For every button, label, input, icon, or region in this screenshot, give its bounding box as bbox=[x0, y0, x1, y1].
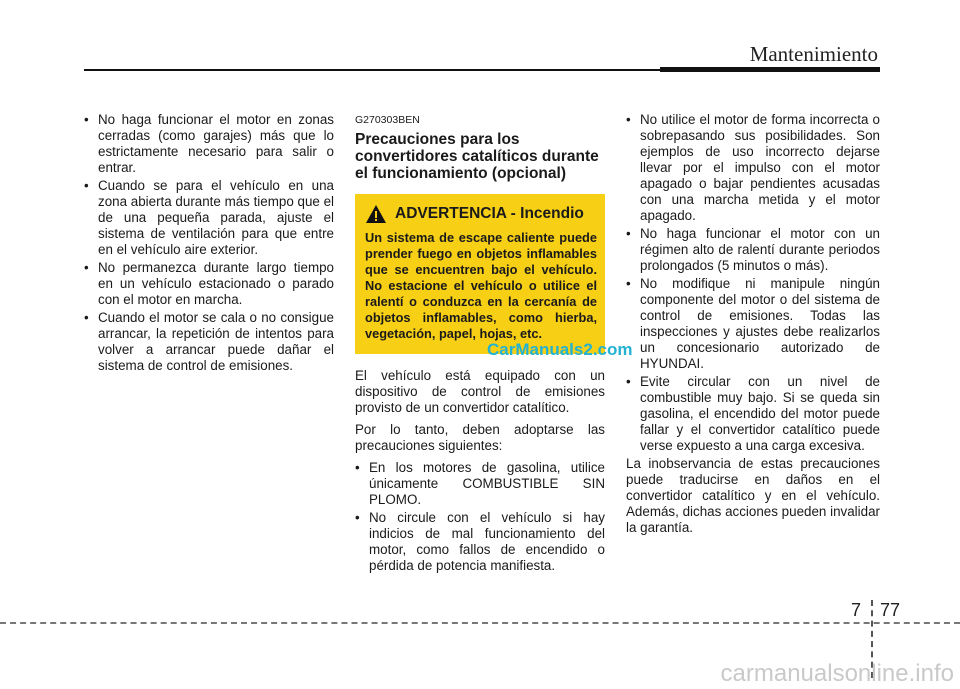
warning-header bbox=[365, 204, 597, 224]
page-header-title: Mantenimiento bbox=[749, 42, 878, 66]
warning-box bbox=[355, 194, 605, 354]
page-number: 77 bbox=[880, 600, 901, 620]
footer-rule bbox=[0, 622, 960, 624]
list-item: • No modifique ni manipule ningún componente del motor o del sistema de control de emisiones. Todas las inspecciones y ajustes debe realizarlos un concesionario autorizado de HYUNDAI. bbox=[626, 276, 880, 372]
footer-watermark: carmanualsonline.info bbox=[720, 660, 954, 687]
section-code: G270303BEN bbox=[355, 114, 420, 126]
warning-body: Un sistema de escape caliente puede prender fuego en objetos inflamables que se encuentren bajo el vehículo. No estacione el vehículo o utilice el ralentí o conduzca en la cercanía de objetos inflamables, como hierba, vegetación, papel, hojas, etc. bbox=[365, 230, 597, 341]
list-item: • No haga funcionar el motor en zonas cerradas (como garajes) más que lo estrictamente necesario para salir o entrar. bbox=[84, 112, 334, 176]
warning-triangle-icon bbox=[365, 204, 387, 224]
list-item: • Cuando se para el vehículo en una zona abierta durante más tiempo que el de una pequeña parada, ajuste el sistema de ventilación para que entre en el vehículo aire exterior. bbox=[84, 178, 334, 258]
list-item: • Cuando el motor se cala o no consigue arrancar, la repetición de intentos para volver a arrancar puede dañar el sistema de control de emisiones. bbox=[84, 310, 334, 374]
bullet-list bbox=[626, 112, 880, 454]
column-3 bbox=[626, 112, 880, 542]
header-rule-accent bbox=[660, 67, 880, 72]
paragraph: La inobservancia de estas precauciones puede traducirse en daños en el convertidor catalítico y en el vehículo. Además, dichas acciones pueden invalidar la garantía. bbox=[626, 456, 880, 535]
list-item: • No haga funcionar el motor con un régimen alto de ralentí durante periodos prolongados (5 minutos o más). bbox=[626, 226, 880, 274]
list-item: • En los motores de gasolina, utilice únicamente COMBUSTIBLE SIN PLOMO. bbox=[355, 460, 605, 508]
list-item: • Evite circular con un nivel de combustible muy bajo. Si se queda sin gasolina, el encendido del motor puede fallar y el convertidor catalítico puede verse expuesto a una carga excesiva. bbox=[626, 374, 880, 454]
paragraph: Por lo tanto, deben adoptarse las precauciones siguientes: bbox=[355, 422, 605, 453]
warning-title: ADVERTENCIA - Incendio bbox=[395, 205, 584, 222]
section-title: Precauciones para los convertidores catalíticos durante el funcionamiento (opcional) bbox=[355, 131, 599, 182]
paragraph: El vehículo está equipado con un dispositivo de control de emisiones provisto de un convertidor catalítico. bbox=[355, 368, 605, 415]
list-item: • No circule con el vehículo si hay indicios de mal funcionamiento del motor, como fallos de encendido o pérdida de potencia manifiesta. bbox=[355, 510, 605, 574]
list-item: • No permanezca durante largo tiempo en un vehículo estacionado o parado con el motor en marcha. bbox=[84, 260, 334, 308]
list-item: • No utilice el motor de forma incorrecta o sobrepasando sus posibilidades. Son ejemplos de uso incorrecto dejarse llevar por el impulso con el motor apagado o bajar pendientes acusadas con una marcha metida y el motor apagado. bbox=[626, 112, 880, 224]
chapter-number: 7 bbox=[851, 600, 862, 620]
bullet-list bbox=[84, 112, 334, 374]
watermark: CarManuals2.com bbox=[487, 340, 633, 359]
column-1 bbox=[84, 112, 334, 376]
bullet-list bbox=[355, 460, 605, 574]
